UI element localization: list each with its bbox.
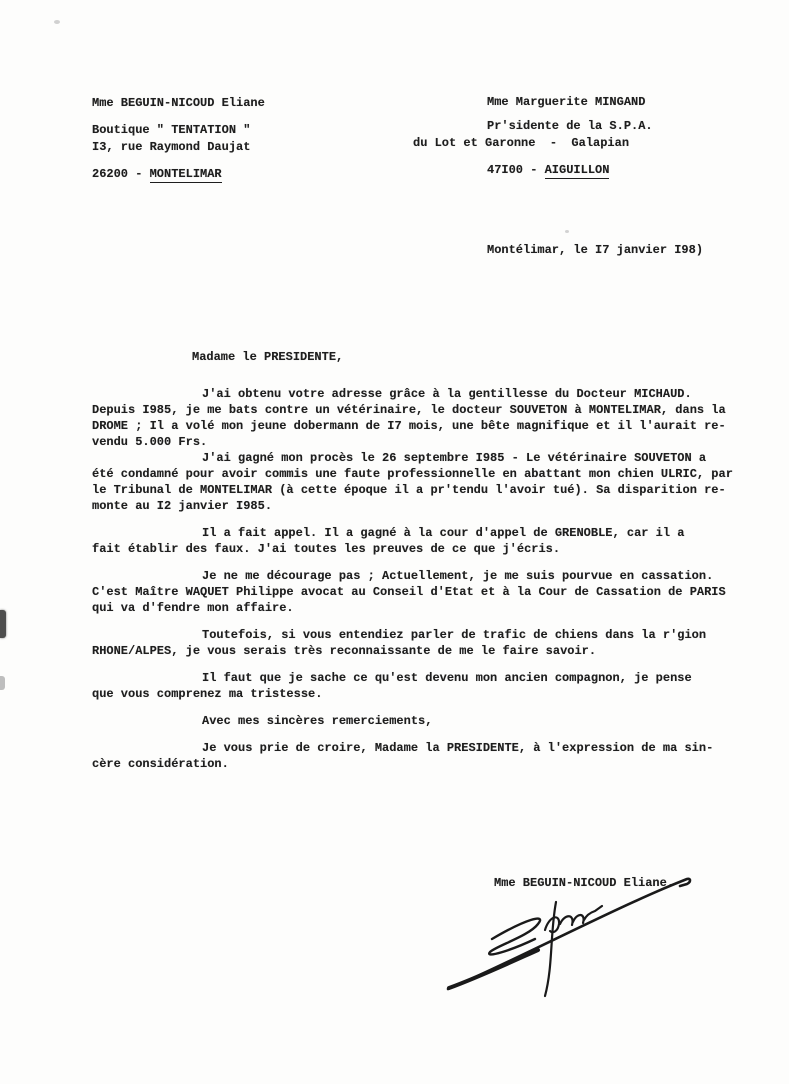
- sender-city: MONTELIMAR: [149, 167, 222, 181]
- body-line: Je ne me décourage pas ; Actuellement, je me suis pourvue en cassation.: [202, 569, 714, 583]
- paragraph: [92, 670, 752, 702]
- body-line: monte au I2 janvier I985.: [92, 499, 273, 513]
- paragraph: [92, 568, 752, 616]
- body-line: le Tribunal de MONTELIMAR (à cette époque il a pr'tendu l'avoir tué). Sa disparition re-: [92, 483, 726, 497]
- body-line: Je vous prie de croire, Madame la PRESIDENTE, à l'expression de ma sin-: [202, 741, 714, 755]
- body-line: Depuis I985, je me bats contre un vétérinaire, le docteur SOUVETON à MONTELIMAR, dans la: [92, 403, 726, 417]
- signature-descender: [545, 902, 556, 996]
- recipient-address-block: [413, 94, 653, 179]
- body-line: Il faut que je sache ce qu'est devenu mon ancien compagnon, je pense: [202, 671, 692, 685]
- body-line: fait établir des faux. J'ai toutes les preuves de ce que j'écris.: [92, 542, 561, 556]
- sender-name: Mme BEGUIN-NICOUD Eliane: [92, 96, 265, 110]
- body-line: vendu 5.000 Frs.: [92, 435, 208, 449]
- sender-city-line: [92, 166, 265, 183]
- paragraph: [92, 386, 752, 450]
- signature-spear-stroke: [449, 950, 538, 988]
- letter-body: [92, 386, 752, 772]
- sender-address-block: [92, 95, 265, 183]
- paragraph: [92, 525, 752, 557]
- salutation: Madame le PRESIDENTE,: [192, 350, 344, 364]
- body-line: Il a fait appel. Il a gagné à la cour d'appel de GRENOBLE, car il a: [202, 526, 685, 540]
- sender-street: I3, rue Raymond Daujat: [92, 140, 251, 154]
- recipient-city-line: [413, 162, 653, 179]
- scan-edge-mark: [0, 676, 5, 690]
- paragraph: [92, 627, 752, 659]
- body-line: Toutefois, si vous entendiez parler de trafic de chiens dans la r'gion: [202, 628, 707, 642]
- sender-company: Boutique " TENTATION ": [92, 123, 251, 137]
- recipient-title: Pr'sidente de la S.P.A.: [487, 119, 653, 133]
- scan-speck: [54, 20, 60, 24]
- handwritten-signature: [434, 862, 714, 1002]
- body-line: J'ai obtenu votre adresse grâce à la gentillesse du Docteur MICHAUD.: [202, 387, 692, 401]
- sender-postal-code: 26200 -: [92, 167, 150, 181]
- dateline: Montélimar, le I7 janvier I98): [487, 243, 704, 257]
- body-line: été condamné pour avoir commis une faute professionnelle en abattant mon chien ULRIC, par: [92, 467, 733, 481]
- body-line: que vous comprenez ma tristesse.: [92, 687, 323, 701]
- recipient-postal-code: 47I00 -: [487, 163, 545, 177]
- body-line: DROME ; Il a volé mon jeune dobermann de I7 mois, une bête magnifique et il l'aurait re-: [92, 419, 726, 433]
- paragraph: [92, 713, 752, 729]
- body-line: J'ai gagné mon procès le 26 septembre I985 - Le vétérinaire SOUVETON a: [202, 451, 707, 465]
- body-line: qui va d'fendre mon affaire.: [92, 601, 294, 615]
- body-line: Avec mes sincères remerciements,: [202, 714, 433, 728]
- scan-speck: [565, 230, 569, 233]
- body-line: C'est Maître WAQUET Philippe avocat au Conseil d'Etat et à la Cour de Cassation de PARIS: [92, 585, 726, 599]
- body-line: cère considération.: [92, 757, 229, 771]
- recipient-city: AIGUILLON: [544, 163, 610, 177]
- paragraph: [92, 450, 752, 514]
- recipient-region: du Lot et Garonne - Galapian: [413, 136, 630, 150]
- signature-name: Mme BEGUIN-NICOUD Eliane.: [494, 876, 675, 890]
- paragraph: [92, 740, 752, 772]
- body-line: RHONE/ALPES, je vous serais très reconnaissante de me le faire savoir.: [92, 644, 597, 658]
- scan-edge-mark: [0, 610, 6, 638]
- recipient-name: Mme Marguerite MINGAND: [487, 95, 646, 109]
